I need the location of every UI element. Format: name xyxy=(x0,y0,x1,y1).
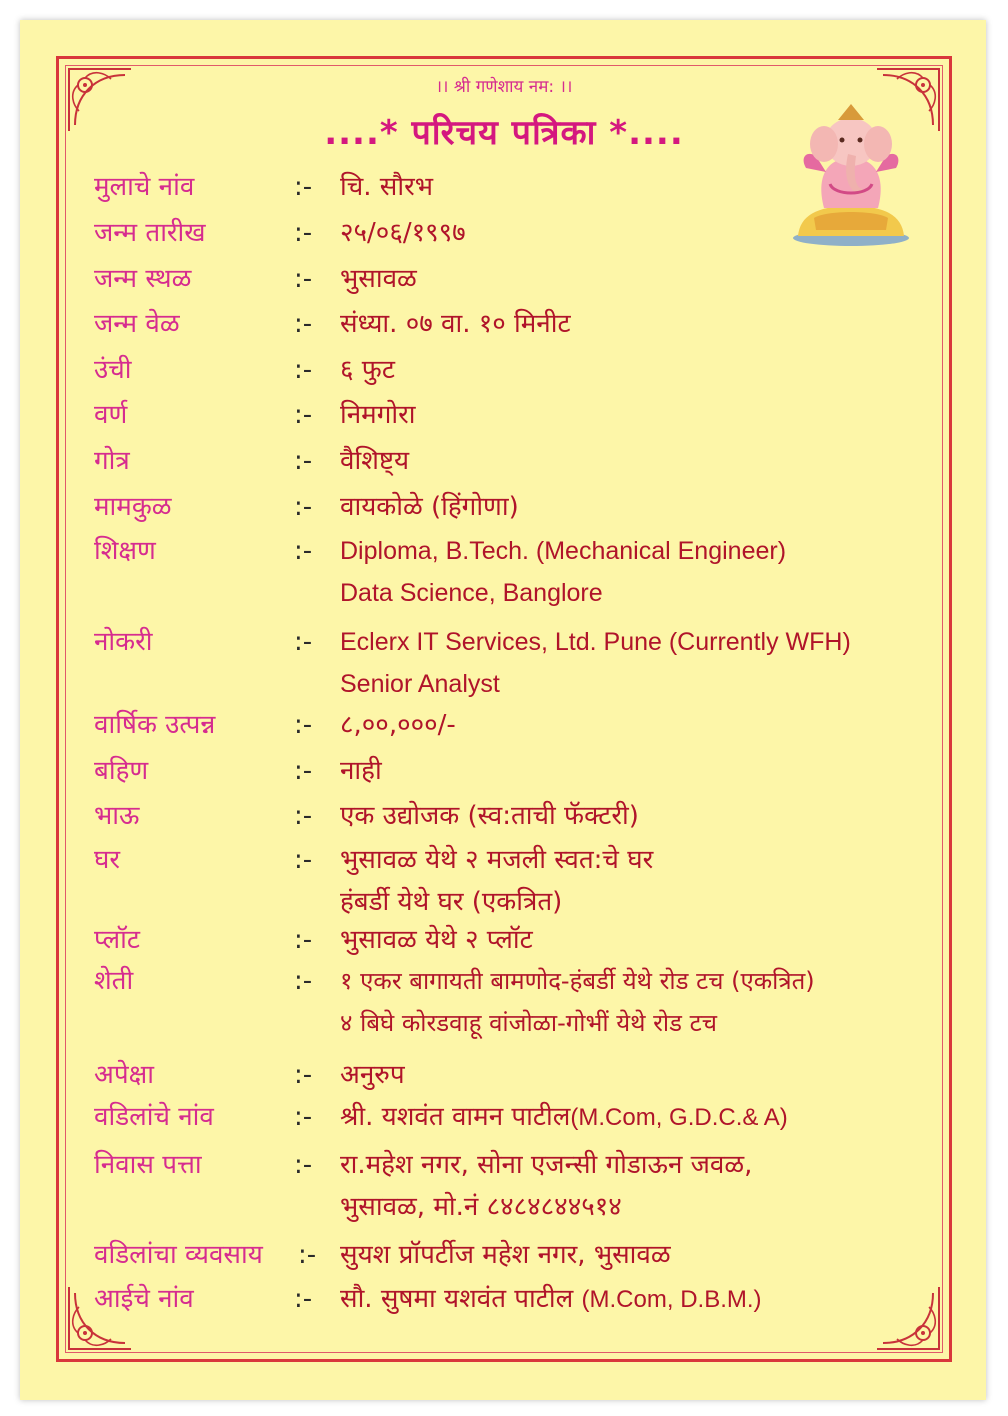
father-qualification: (M.Com, G.D.C.& A) xyxy=(570,1104,788,1131)
separator: :- xyxy=(294,492,313,522)
field-label: शिक्षण xyxy=(94,536,156,566)
mother-qualification: (M.Com, D.B.M.) xyxy=(581,1286,762,1313)
field-label: जन्म तारीख xyxy=(94,218,206,248)
field-value: नाही xyxy=(340,756,382,786)
field-value: २५/०६/१९९७ xyxy=(340,218,466,248)
field-value-line2: हंबर्डी येथे घर (एकत्रित) xyxy=(340,887,563,917)
field-value: चि. सौरभ xyxy=(340,172,433,202)
corner-ornament-icon xyxy=(873,1283,943,1353)
separator: :- xyxy=(294,1284,313,1314)
field-value-line2: Data Science, Banglore xyxy=(340,579,603,607)
field-value: भुसावळ येथे २ प्लॉट xyxy=(340,925,533,955)
separator: :- xyxy=(294,446,313,476)
separator: :- xyxy=(294,1102,313,1132)
separator: :- xyxy=(294,801,313,831)
field-value: संध्या. ०७ वा. १० मिनीट xyxy=(340,309,571,339)
field-value: भुसावळ xyxy=(340,264,417,294)
separator: :- xyxy=(294,309,313,339)
field-label: वडिलांचे नांव xyxy=(94,1102,214,1132)
separator: :- xyxy=(294,172,313,202)
separator: :- xyxy=(294,1060,313,1090)
field-label: आईचे नांव xyxy=(94,1284,194,1314)
field-value xyxy=(340,1102,788,1133)
field-label: वार्षिक उत्पन्न xyxy=(94,710,216,740)
separator: :- xyxy=(294,966,313,996)
invocation-text: ।। श्री गणेशाय नम: ।। xyxy=(435,77,573,97)
separator: :- xyxy=(294,1150,313,1180)
field-value: सुयश प्रॉपर्टीज महेश नगर, भुसावळ xyxy=(340,1240,671,1270)
field-value-line2: Senior Analyst xyxy=(340,670,500,698)
field-value: रा.महेश नगर, सोना एजन्सी गोडाऊन जवळ, xyxy=(340,1150,753,1180)
field-label: मामकुळ xyxy=(94,492,172,522)
field-label: जन्म वेळ xyxy=(94,309,180,339)
separator: :- xyxy=(298,1240,317,1270)
field-value: एक उद्योजक (स्व:ताची फॅक्टरी) xyxy=(340,801,639,831)
field-label: बहिण xyxy=(94,756,149,786)
ganesha-idol-icon xyxy=(786,98,916,248)
field-label: वडिलांचा व्यवसाय xyxy=(94,1240,263,1270)
field-value xyxy=(340,1284,762,1315)
field-value: Eclerx IT Services, Ltd. Pune (Currently WFH) xyxy=(340,628,851,656)
field-label: शेती xyxy=(94,966,134,996)
field-value: भुसावळ येथे २ मजली स्वत:चे घर xyxy=(340,845,654,875)
separator: :- xyxy=(294,710,313,740)
father-name: श्री. यशवंत वामन पाटील xyxy=(340,1102,571,1132)
field-value: १ एकर बागायती बामणोद-हंबर्डी येथे रोड टच (एकत्रित) xyxy=(340,967,815,995)
field-label: निवास पत्ता xyxy=(94,1150,202,1180)
field-label: भाऊ xyxy=(94,801,140,831)
field-value: वैशिष्ट्य xyxy=(340,446,410,476)
field-value: अनुरुप xyxy=(340,1060,405,1090)
field-label: अपेक्षा xyxy=(94,1060,155,1090)
field-value: निमगोरा xyxy=(340,400,416,430)
separator: :- xyxy=(294,845,313,875)
field-value: ६ फुट xyxy=(340,355,395,385)
separator: :- xyxy=(294,218,313,248)
field-label: मुलाचे नांव xyxy=(94,172,195,202)
separator: :- xyxy=(294,756,313,786)
field-label: उंची xyxy=(94,355,132,385)
field-label: नोकरी xyxy=(94,627,153,657)
field-value: Diploma, B.Tech. (Mechanical Engineer) xyxy=(340,537,787,565)
field-label: प्लॉट xyxy=(94,925,140,955)
field-label: वर्ण xyxy=(94,400,128,430)
field-label: जन्म स्थळ xyxy=(94,264,192,294)
mother-name: सौ. सुषमा यशवंत पाटील xyxy=(340,1284,574,1314)
separator: :- xyxy=(294,400,313,430)
field-label: गोत्र xyxy=(94,446,130,476)
separator: :- xyxy=(294,925,313,955)
field-value-line2: भुसावळ, मो.नं ८४८४८४४५१४ xyxy=(340,1192,622,1222)
separator: :- xyxy=(294,355,313,385)
field-label: घर xyxy=(94,845,121,875)
page-title: ....* परिचय पत्रिका *.... xyxy=(324,113,684,153)
separator: :- xyxy=(294,536,313,566)
field-value-line2: ४ बिघे कोरडवाहू वांजोळा-गोभीं येथे रोड टच xyxy=(340,1009,717,1037)
field-value: वायकोळे (हिंगोणा) xyxy=(340,492,519,522)
separator: :- xyxy=(294,264,313,294)
separator: :- xyxy=(294,627,313,657)
field-value: ८,००,०००/- xyxy=(340,710,456,740)
